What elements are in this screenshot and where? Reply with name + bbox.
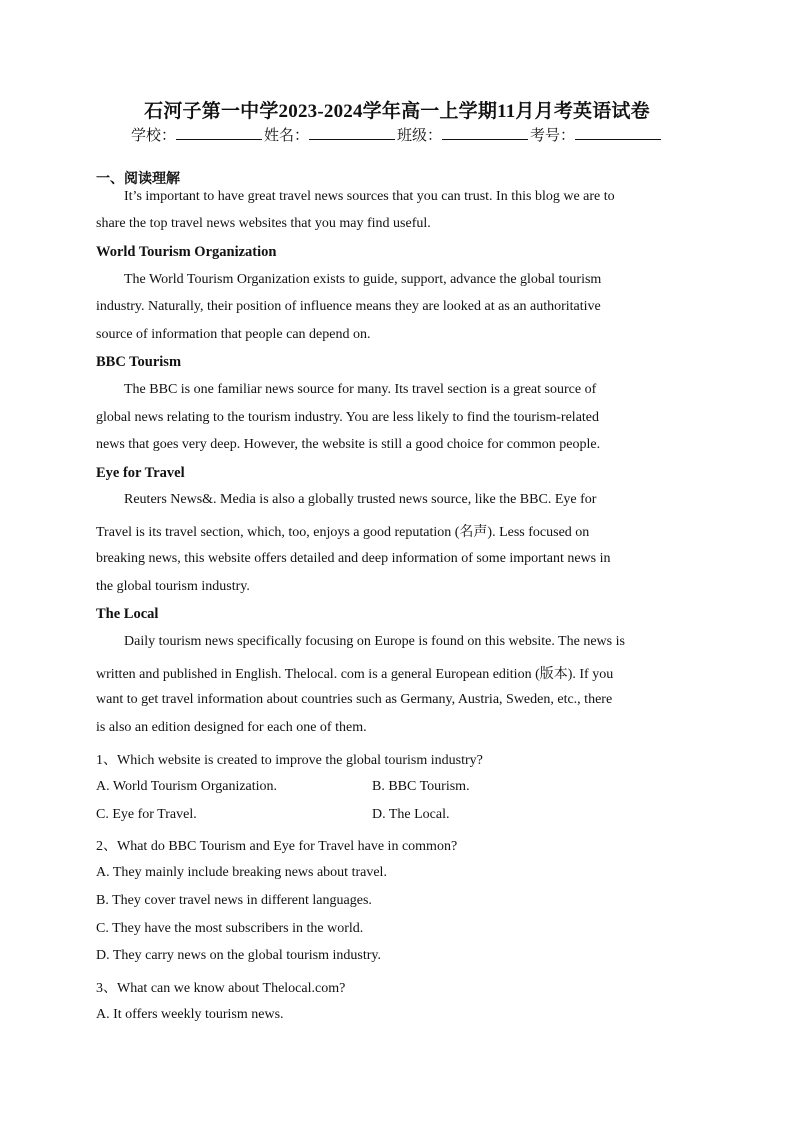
question-1-option-d[interactable]: D. The Local. (372, 807, 450, 822)
question-2-option-a[interactable]: A. They mainly include breaking news about travel. (96, 865, 387, 880)
section-heading: 一、阅读理解 (96, 171, 180, 187)
paragraph-line: Daily tourism news specifically focusing on Europe is found on this website. The news is (124, 634, 625, 649)
paragraph-line: The World Tourism Organization exists to guide, support, advance the global tourism (124, 272, 602, 287)
question-3-option-a[interactable]: A. It offers weekly tourism news. (96, 1007, 284, 1022)
paragraph-line: is also an edition designed for each one of them. (96, 720, 367, 735)
name-label: 姓名： (263, 128, 309, 144)
student-info-row (0, 124, 794, 145)
question-3-stem: 3、What can we know about Thelocal.com? (96, 981, 346, 996)
intro-line: It’s important to have great travel news sources that you can trust. In this blog we are to (124, 189, 615, 204)
class-blank[interactable] (442, 125, 528, 140)
exam-number-blank[interactable] (575, 125, 661, 140)
exam-number-label: 考号： (530, 128, 576, 144)
item-heading-bbc: BBC Tourism (96, 354, 182, 370)
question-2-option-c[interactable]: C. They have the most subscribers in the world. (96, 921, 364, 936)
question-1-option-c[interactable]: C. Eye for Travel. (96, 807, 197, 822)
paragraph-line: want to get travel information about countries such as Germany, Austria, Sweden, etc., there (96, 692, 613, 707)
intro-line: share the top travel news websites that you may find useful. (96, 216, 431, 231)
question-2-option-b[interactable]: B. They cover travel news in different languages. (96, 893, 372, 908)
paragraph-line: Travel is its travel section, which, too, enjoys a good reputation (名声). Less focused on (96, 525, 590, 540)
paragraph-line: news that goes very deep. However, the website is still a good choice for common people. (96, 437, 601, 452)
school-blank[interactable] (176, 125, 262, 140)
paragraph-line: source of information that people can depend on. (96, 327, 371, 342)
school-label: 学校： (130, 128, 176, 144)
item-heading-wto: World Tourism Organization (96, 244, 277, 260)
question-2-option-d[interactable]: D. They carry news on the global tourism industry. (96, 948, 382, 963)
item-heading-eye-for-travel: Eye for Travel (96, 465, 185, 481)
exam-title: 石河子第一中学2023-2024学年高一上学期11月月考英语试卷 (144, 101, 650, 122)
paragraph-line: breaking news, this website offers detailed and deep information of some important news in (96, 551, 611, 566)
paragraph-line: The BBC is one familiar news source for many. Its travel section is a great source of (124, 382, 597, 397)
question-1-option-a[interactable]: A. World Tourism Organization. (96, 779, 278, 794)
paragraph-line: written and published in English. Thelocal. com is a general European edition (版本). If you (96, 667, 614, 682)
item-heading-the-local: The Local (96, 606, 159, 622)
question-1-option-b[interactable]: B. BBC Tourism. (372, 779, 470, 794)
paragraph-line: industry. Naturally, their position of influence means they are looked at as an authoritative (96, 299, 601, 314)
name-blank[interactable] (309, 125, 395, 140)
paragraph-line: global news relating to the tourism industry. You are less likely to find the tourism-related (96, 410, 600, 425)
class-label: 班级： (397, 128, 443, 144)
question-1-stem: 1、Which website is created to improve the global tourism industry? (96, 753, 483, 768)
question-2-stem: 2、What do BBC Tourism and Eye for Travel have in common? (96, 839, 458, 854)
paragraph-line: the global tourism industry. (96, 579, 250, 594)
paragraph-line: Reuters News&. Media is also a globally trusted news source, like the BBC. Eye for (124, 492, 597, 507)
